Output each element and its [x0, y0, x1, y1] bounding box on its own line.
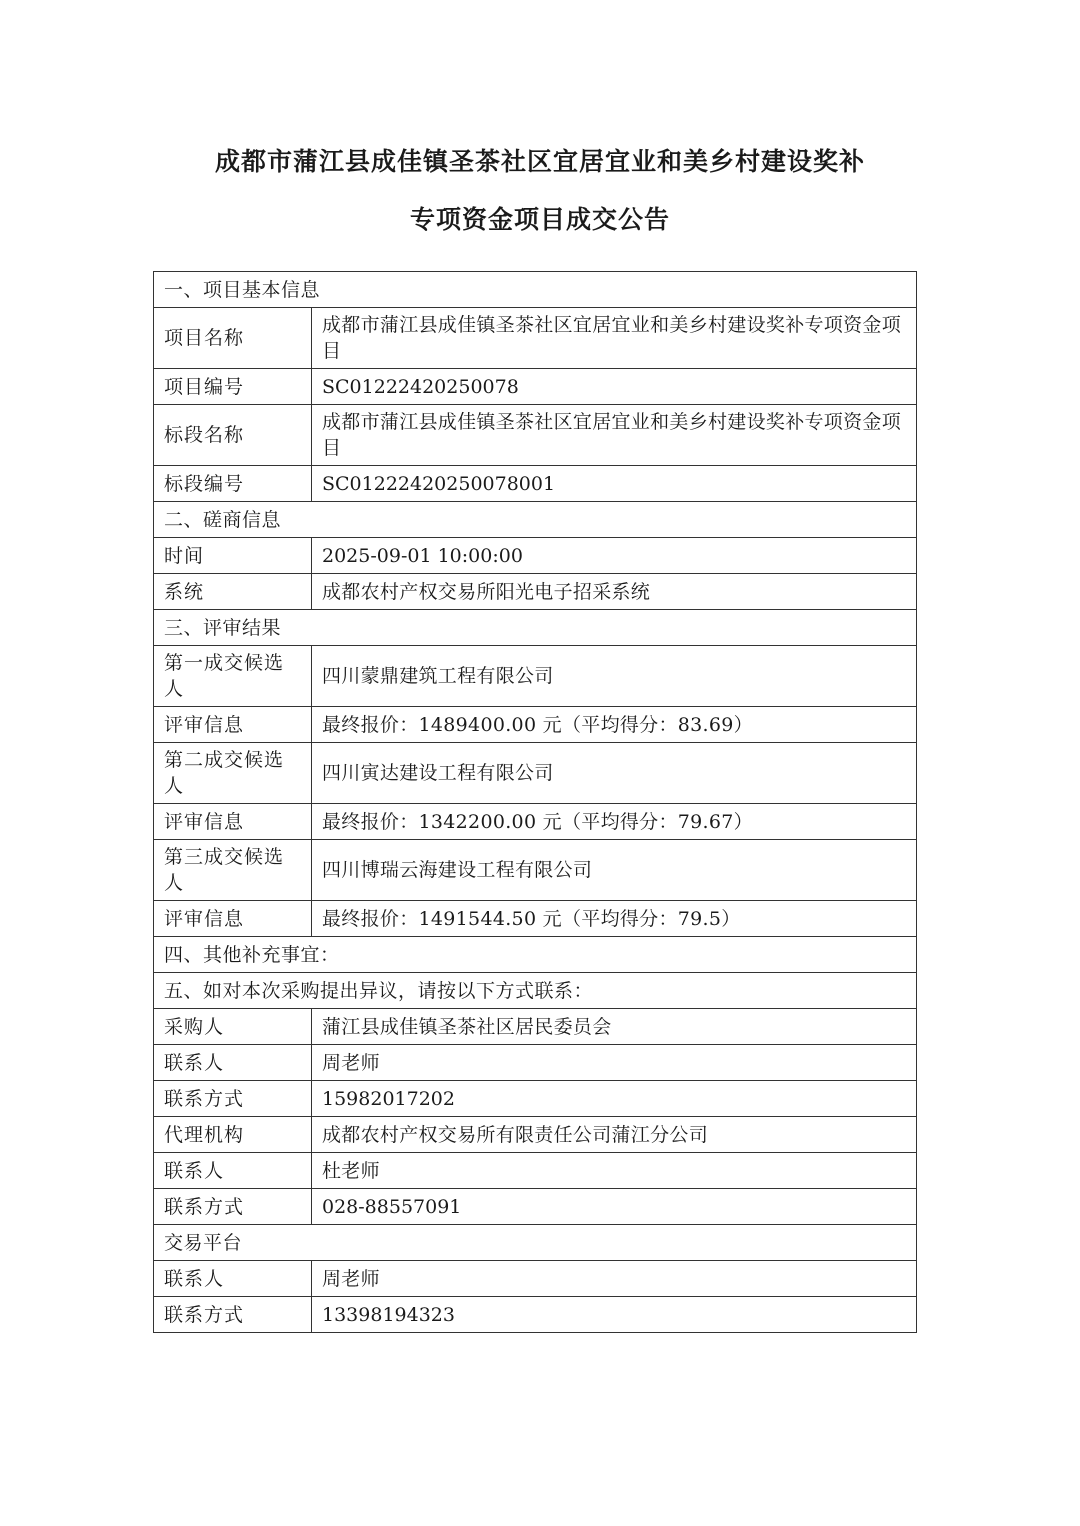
table-row: [154, 1297, 917, 1333]
agency-value: 成都农村产权交易所有限责任公司蒲江分公司: [312, 1117, 917, 1153]
purchaser-contact-value: 周老师: [312, 1045, 917, 1081]
platform-phone-label: 联系方式: [154, 1297, 312, 1333]
candidate-2-review-value: 最终报价：1342200.00 元（平均得分：79.67）: [312, 804, 917, 840]
section-basic-info-row: [154, 272, 917, 308]
section-other-row: [154, 937, 917, 973]
table-row: [154, 743, 917, 804]
purchaser-phone-label: 联系方式: [154, 1081, 312, 1117]
section-contact-row: [154, 973, 917, 1009]
lot-name-label: 标段名称: [154, 405, 312, 466]
agency-phone-label: 联系方式: [154, 1189, 312, 1225]
time-value: 2025-09-01 10:00:00: [312, 538, 917, 574]
section-review-row: [154, 610, 917, 646]
table-row: [154, 574, 917, 610]
candidate-3-name: 四川博瑞云海建设工程有限公司: [312, 840, 917, 901]
lot-code-label: 标段编号: [154, 466, 312, 502]
table-row: [154, 646, 917, 707]
table-row: [154, 1081, 917, 1117]
project-name-label: 项目名称: [154, 308, 312, 369]
table-row: [154, 840, 917, 901]
project-code-value: SC01222420250078: [312, 369, 917, 405]
table-row: [154, 405, 917, 466]
table-row: [154, 901, 917, 937]
section-heading-other-matters: 四、其他补充事宜：: [154, 937, 917, 973]
section-heading-objection-contact: 五、如对本次采购提出异议，请按以下方式联系：: [154, 973, 917, 1009]
system-value: 成都农村产权交易所阳光电子招采系统: [312, 574, 917, 610]
agency-contact-value: 杜老师: [312, 1153, 917, 1189]
candidate-2-label: 第二成交候选人: [154, 743, 312, 804]
platform-phone-value: 13398194323: [312, 1297, 917, 1333]
candidate-3-review-value: 最终报价：1491544.50 元（平均得分：79.5）: [312, 901, 917, 937]
announcement-table: [153, 271, 917, 1333]
table-row: [154, 1153, 917, 1189]
candidate-2-name: 四川寅达建设工程有限公司: [312, 743, 917, 804]
project-code-label: 项目编号: [154, 369, 312, 405]
platform-heading: 交易平台: [154, 1225, 917, 1261]
time-label: 时间: [154, 538, 312, 574]
table-row: [154, 1261, 917, 1297]
agency-label: 代理机构: [154, 1117, 312, 1153]
candidate-1-name: 四川蒙鼎建筑工程有限公司: [312, 646, 917, 707]
system-label: 系统: [154, 574, 312, 610]
table-row: [154, 466, 917, 502]
section-heading-review-result: 三、评审结果: [154, 610, 917, 646]
platform-contact-value: 周老师: [312, 1261, 917, 1297]
candidate-3-label: 第三成交候选人: [154, 840, 312, 901]
agency-phone-value: 028-88557091: [312, 1189, 917, 1225]
table-row: [154, 1189, 917, 1225]
section-heading-basic-info: 一、项目基本信息: [154, 272, 917, 308]
candidate-3-review-label: 评审信息: [154, 901, 312, 937]
project-name-value: 成都市蒲江县成佳镇圣茶社区宜居宜业和美乡村建设奖补专项资金项目: [312, 308, 917, 369]
candidate-1-review-value: 最终报价：1489400.00 元（平均得分：83.69）: [312, 707, 917, 743]
section-heading-negotiation: 二、磋商信息: [154, 502, 917, 538]
table-row: [154, 1117, 917, 1153]
lot-code-value: SC01222420250078001: [312, 466, 917, 502]
purchaser-value: 蒲江县成佳镇圣茶社区居民委员会: [312, 1009, 917, 1045]
section-platform-row: [154, 1225, 917, 1261]
table-row: [154, 538, 917, 574]
table-row: [154, 804, 917, 840]
candidate-1-label: 第一成交候选人: [154, 646, 312, 707]
candidate-1-review-label: 评审信息: [154, 707, 312, 743]
table-row: [154, 707, 917, 743]
agency-contact-label: 联系人: [154, 1153, 312, 1189]
lot-name-value: 成都市蒲江县成佳镇圣茶社区宜居宜业和美乡村建设奖补专项资金项目: [312, 405, 917, 466]
table-row: [154, 1045, 917, 1081]
document-title-line-2: 专项资金项目成交公告: [409, 205, 670, 234]
section-negotiation-row: [154, 502, 917, 538]
purchaser-contact-label: 联系人: [154, 1045, 312, 1081]
candidate-2-review-label: 评审信息: [154, 804, 312, 840]
table-row: [154, 308, 917, 369]
purchaser-phone-value: 15982017202: [312, 1081, 917, 1117]
document-title-line-1: 成都市蒲江县成佳镇圣茶社区宜居宜业和美乡村建设奖补: [214, 147, 865, 176]
purchaser-label: 采购人: [154, 1009, 312, 1045]
table-row: [154, 369, 917, 405]
platform-contact-label: 联系人: [154, 1261, 312, 1297]
table-row: [154, 1009, 917, 1045]
